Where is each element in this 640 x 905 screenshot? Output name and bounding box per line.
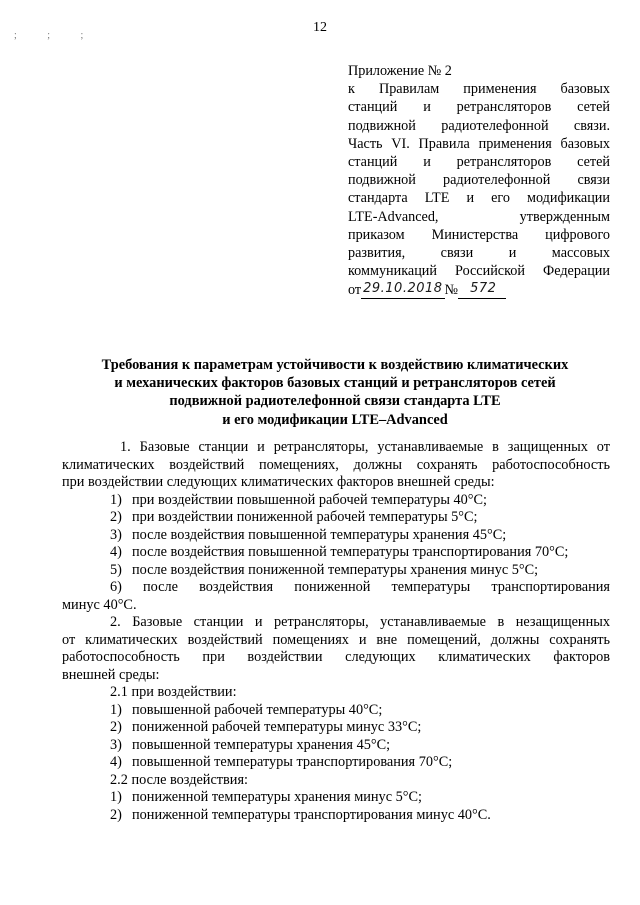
document-body (62, 439, 610, 824)
paragraph-line: внешней среды: (62, 666, 160, 683)
list-item: 1) пониженной температуры хранения минус 5°C; (110, 789, 422, 805)
paragraph-line: 1. Базовые станции и ретрансляторы, устанавливаемые в защищенных от (120, 439, 610, 455)
scan-marks: ; ; ; (14, 30, 98, 41)
handwritten-date: 29.10.2018 (361, 280, 444, 299)
list-item: 1) повышенной рабочей температуры 40°C; (110, 701, 383, 718)
list-item: 4) после воздействия повышенной температуры транспортирования 70°C; (110, 544, 569, 560)
list-item: 6) после воздействия пониженной температуры транспортирования (110, 579, 610, 595)
title-line: Требования к параметрам устойчивости к воздействию климатических (101, 357, 569, 373)
list-item: 3) после воздействия повышенной температуры хранения 45°C; (110, 526, 507, 543)
subsection-title: 2.1 при воздействии: (110, 684, 237, 700)
appendix-line: развития, связи и массовых (348, 244, 610, 261)
list-item: 2) пониженной температуры транспортирования минус 40°C. (110, 806, 491, 823)
handwritten-number: 572 (458, 280, 506, 299)
paragraph-line: работоспособность при воздействии следующих климатических факторов (62, 649, 610, 665)
appendix-header (348, 62, 610, 299)
paragraph-line: при воздействии следующих климатических факторов внешней среды: (62, 474, 495, 490)
appendix-line: приказом Министерства цифрового (348, 226, 610, 243)
appendix-line: Приложение № 2 (348, 63, 452, 79)
appendix-line: к Правилам применения базовых (348, 81, 610, 98)
number-label: № (444, 282, 459, 299)
list-item: 2) пониженной рабочей температуры минус 33°C; (110, 719, 422, 735)
list-item: 2) при воздействии пониженной рабочей температуры 5°C; (110, 509, 478, 525)
appendix-line: LTE-Advanced, утвержденным (348, 208, 610, 225)
paragraph-line: климатических воздействий помещениях, должны сохранять работоспособность (62, 456, 610, 473)
title-line: и его модификации LTE–Advanced (222, 411, 448, 428)
list-item: 4) повышенной температуры транспортирования 70°C; (110, 754, 453, 770)
appendix-line: Часть VI. Правила применения базовых (348, 135, 610, 152)
appendix-line: стандарта LTE и его модификации (348, 190, 610, 207)
paragraph-line: от климатических воздействий помещениях и вне помещений, должны сохранять (62, 631, 610, 648)
appendix-line: станций и ретрансляторов сетей (348, 153, 610, 170)
appendix-line: подвижной радиотелефонной связи. (348, 117, 610, 134)
title-line: подвижной радиотелефонной связи стандарта LTE (169, 393, 501, 410)
list-item: 5) после воздействия пониженной температуры хранения минус 5°C; (110, 561, 539, 578)
appendix-line: коммуникаций Российской Федерации (348, 263, 610, 280)
list-item: 3) повышенной температуры хранения 45°C; (110, 736, 391, 753)
appendix-line: подвижной радиотелефонной связи (348, 172, 610, 189)
from-label: от (348, 282, 362, 299)
order-date-number (348, 280, 610, 299)
paragraph-line: 2. Базовые станции и ретрансляторы, устанавливаемые в незащищенных (110, 614, 610, 630)
appendix-line: станций и ретрансляторов сетей (348, 99, 610, 116)
title-line: и механических факторов базовых станций и ретрансляторов сетей (114, 375, 556, 392)
page-number: 12 (313, 20, 327, 35)
subsection-title: 2.2 после воздействия: (110, 771, 249, 788)
list-item: 1) при воздействии повышенной рабочей температуры 40°C; (110, 491, 488, 508)
list-item-continuation: минус 40°C. (62, 596, 137, 613)
document-title (60, 356, 610, 429)
